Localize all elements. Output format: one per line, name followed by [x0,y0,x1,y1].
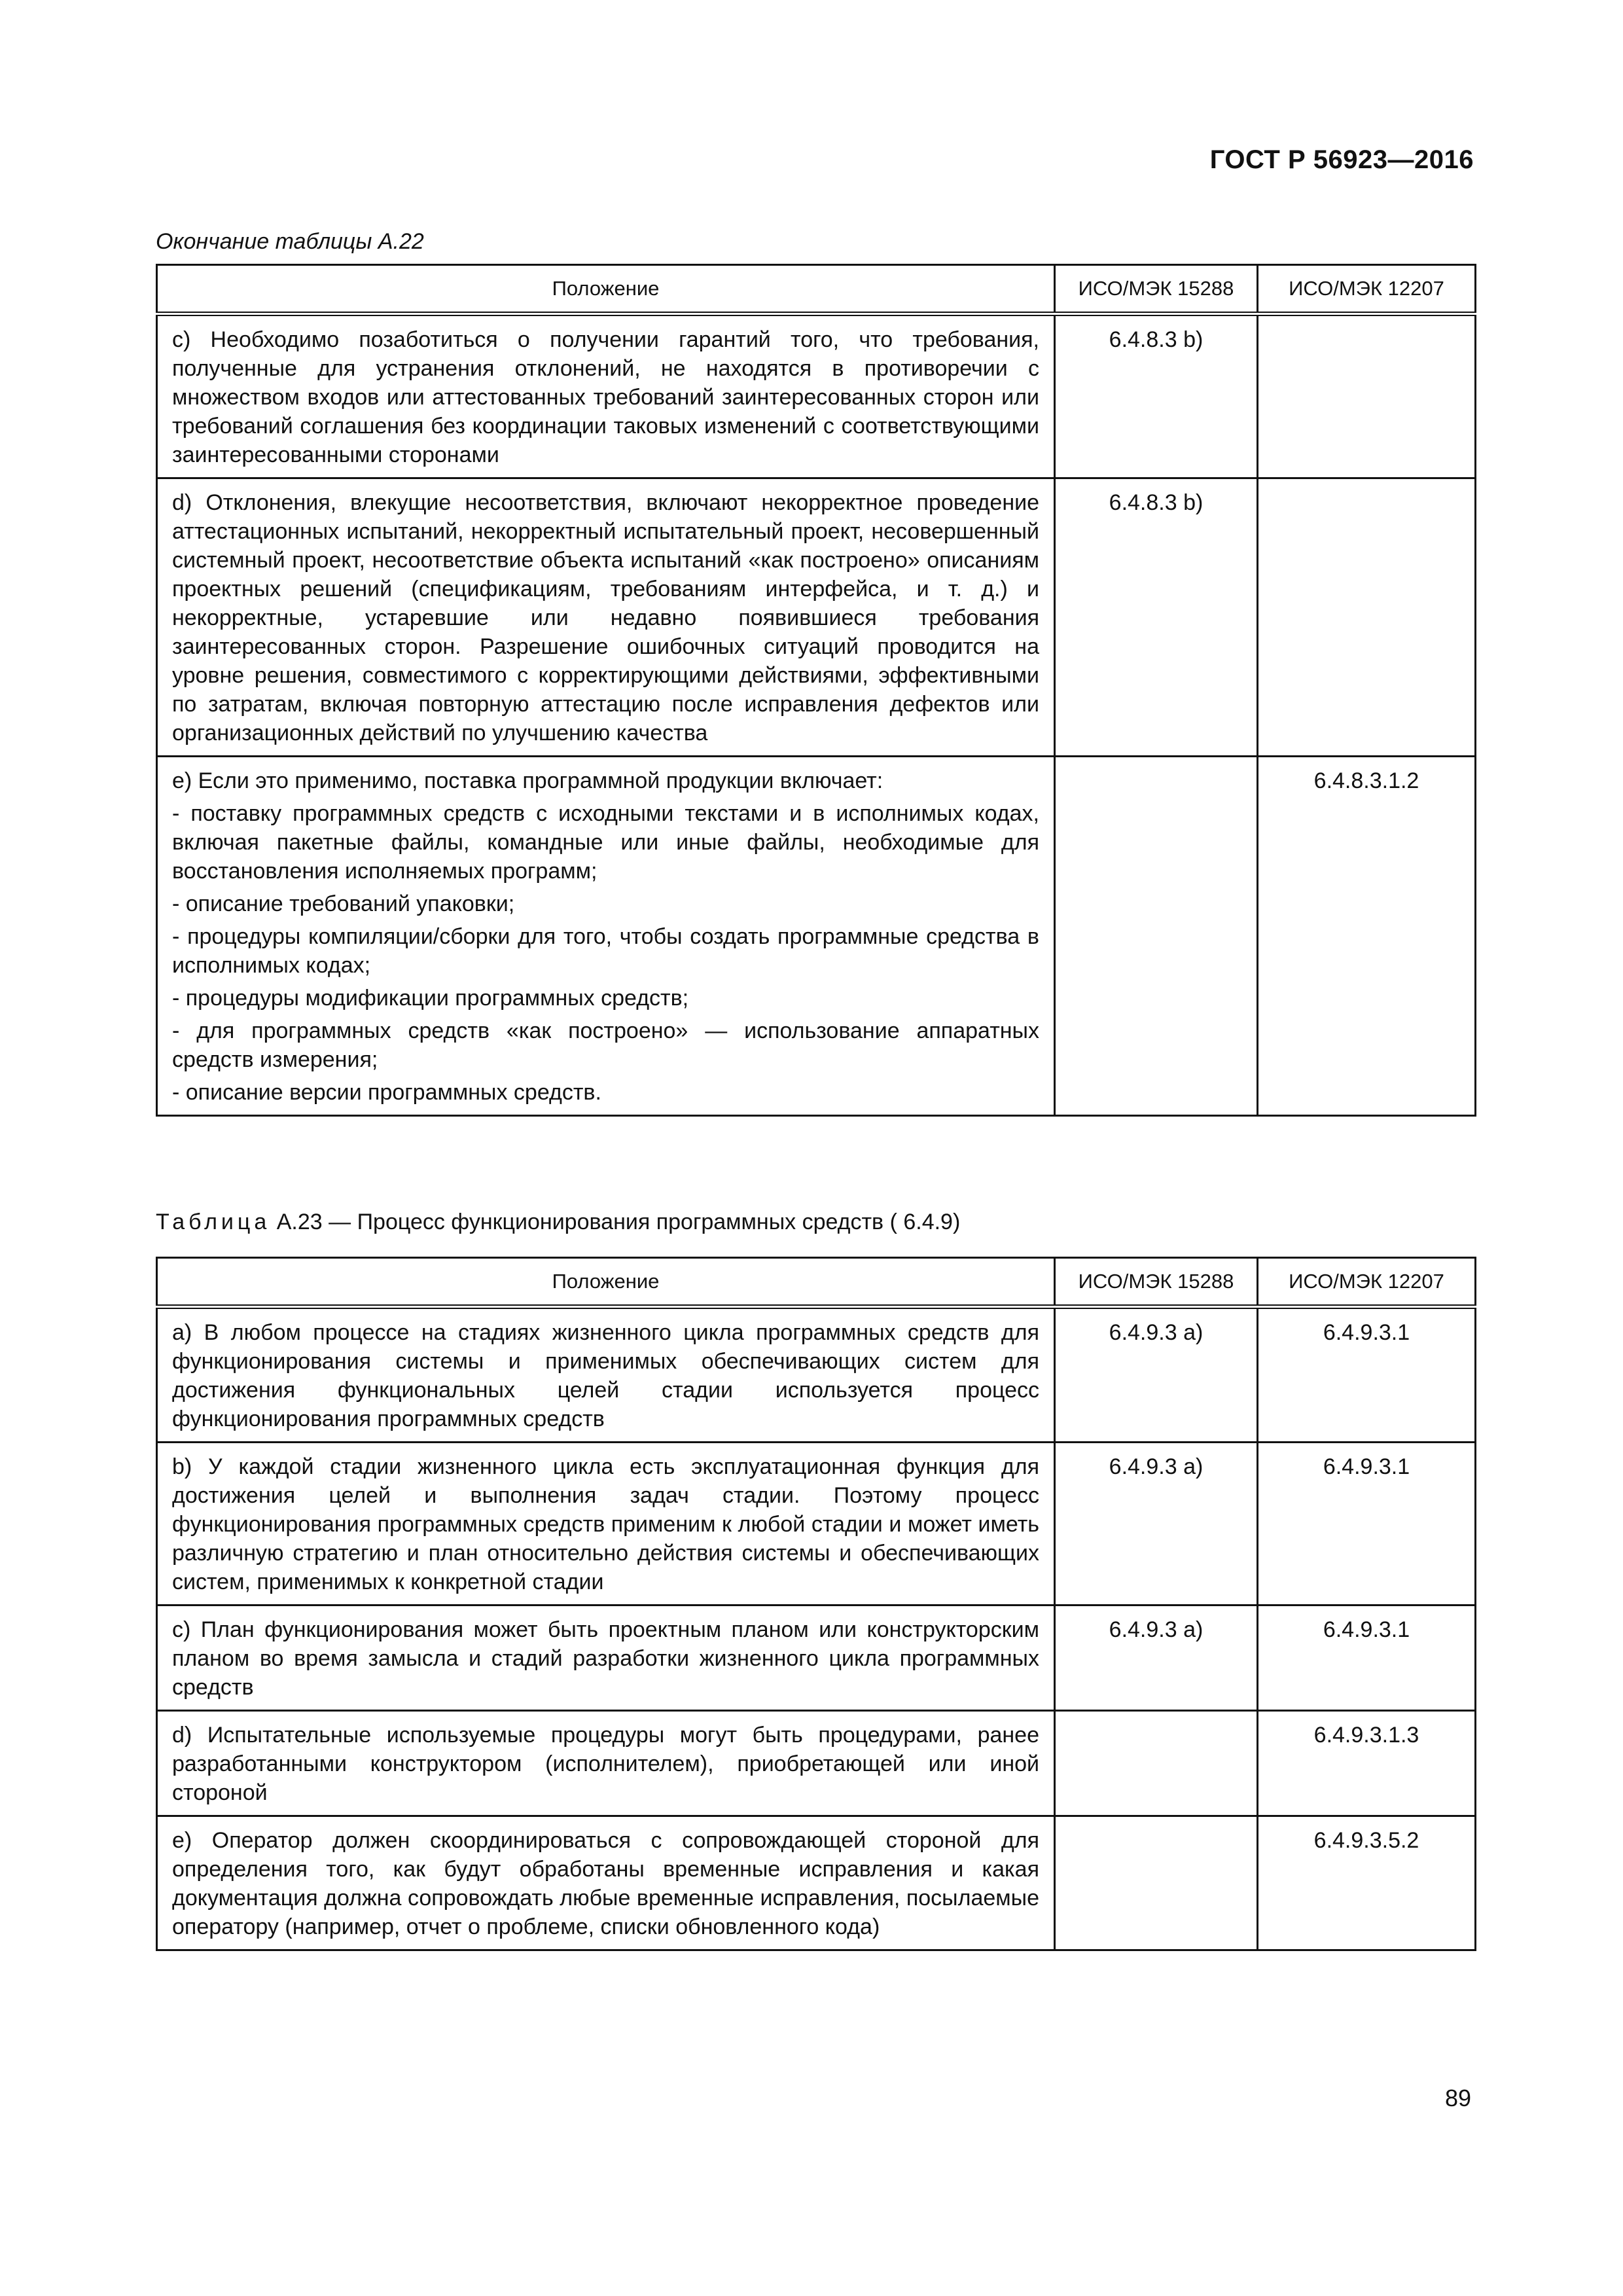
table-row [157,478,1476,757]
table-row [157,314,1476,478]
table-a23-caption [156,1210,960,1235]
column-header-provision: Положение [157,1258,1055,1307]
iso12207-ref: 6.4.9.3.5.2 [1258,1816,1476,1950]
provision-cell [157,1711,1055,1816]
iso12207-ref: 6.4.9.3.1 [1258,1605,1476,1711]
list-item: - описание требований упаковки; [172,891,515,916]
table-word: Таблица [156,1210,271,1234]
table-a22 [156,264,1476,1117]
iso12207-ref: 6.4.9.3.1 [1258,1307,1476,1443]
table-a23 [156,1257,1476,1951]
iso15288-ref [1055,1816,1258,1950]
iso15288-ref: 6.4.9.3 a) [1055,1443,1258,1605]
table-row [157,757,1476,1116]
iso12207-ref: 6.4.9.3.1 [1258,1443,1476,1605]
table-header-row [157,1258,1476,1307]
provision-cell [157,1605,1055,1711]
column-header-iso12207: ИСО/МЭК 12207 [1258,1258,1476,1307]
iso12207-ref [1258,478,1476,757]
iso12207-ref: 6.4.9.3.1.3 [1258,1711,1476,1816]
provision-text: e) Оператор должен скоординироваться с сопровождающей стороной для определения того, как будут обработаны временные исправления и какая документация должна сопровождать любые временные исправления, посылаемые оператору (например, отчет о проблеме, списки обновленного кода) [172,1828,1039,1939]
iso15288-ref [1055,757,1258,1116]
list-item: - описание версии программных средств. [172,1080,601,1105]
iso15288-ref: 6.4.8.3 b) [1055,478,1258,757]
provision-text: d) Отклонения, влекущие несоответствия, включают некорректное проведение аттестационных испытаний, некорректный испытательный проект, несовершенный системный проект, несоответствие объекта испытаний «как построено» описаниям проектных решений (спецификациям, требованиям интерфейса, и т. д.) и некорректные, устаревшие или недавно появившиеся требования заинтересованных сторон. Разрешение ошибочных ситуаций проводится на уровне решения, совместимого с корректирующими действиями, эффективными по затратам, включая повторную аттестацию после исправления дефектов или организационных действий по улучшению качества [172,490,1039,745]
iso15288-ref: 6.4.9.3 a) [1055,1307,1258,1443]
provision-cell [157,757,1055,1116]
iso12207-ref [1258,314,1476,478]
table-header-row [157,265,1476,314]
provision-cell [157,1307,1055,1443]
provision-cell [157,1816,1055,1950]
table-row [157,1816,1476,1950]
document-code: ГОСТ Р 56923—2016 [1209,145,1474,174]
table-row [157,1307,1476,1443]
column-header-iso15288: ИСО/МЭК 15288 [1055,265,1258,314]
provision-text: b) У каждой стадии жизненного цикла есть эксплуатационная функция для достижения целей и выполнения задач стадии. Поэтому процесс функционирования программных средств применим к любой стадии и может иметь различную стратегию и план относительно действия системы и обеспечивающих систем, применимых к конкретной стадии [172,1454,1039,1594]
iso15288-ref: 6.4.9.3 a) [1055,1605,1258,1711]
column-header-provision: Положение [157,265,1055,314]
provision-text: d) Испытательные используемые процедуры могут быть процедурами, ранее разработанными конструктором (исполнителем), приобретающей или иной стороной [172,1723,1039,1805]
page-number: 89 [1444,2085,1471,2111]
provision-text: a) В любом процессе на стадиях жизненного цикла программных средств для функционирования системы и применимых обеспечивающих систем для достижения функциональных целей стадии используется процесс функционирования программных средств [172,1320,1039,1431]
list-item: - поставку программных средств с исходными текстами и в исполнимых кодах, включая пакетные файлы, командные или иные файлы, необходимые для восстановления исполняемых программ; [172,801,1039,884]
table-row [157,1605,1476,1711]
provision-cell [157,478,1055,757]
table-a23-title: А.23 — Процесс функционирования программных средств ( 6.4.9) [270,1210,961,1234]
iso15288-ref [1055,1711,1258,1816]
provision-cell [157,1443,1055,1605]
provision-cell [157,314,1055,478]
list-item: - процедуры модификации программных средств; [172,986,689,1011]
column-header-iso15288: ИСО/МЭК 15288 [1055,1258,1258,1307]
list-item: - процедуры компиляции/сборки для того, чтобы создать программные средства в исполнимых кодах; [172,924,1039,978]
iso15288-ref: 6.4.8.3 b) [1055,314,1258,478]
provision-text: c) Необходимо позаботиться о получении гарантий того, что требования, полученные для устранения отклонений, не находятся в противоречии с множеством входов или аттестованных требований заинтересованных сторон или требований соглашения без координации таковых изменений с соответствующими заинтересованными сторонами [172,327,1039,467]
iso12207-ref: 6.4.8.3.1.2 [1258,757,1476,1116]
table-row [157,1443,1476,1605]
provision-text: c) План функционирования может быть проектным планом или конструкторским планом во время замысла и стадий разработки жизненного цикла программных средств [172,1617,1039,1700]
table-a22-caption: Окончание таблицы А.22 [156,229,424,254]
provision-text: e) Если это применимо, поставка программной продукции включает: [172,768,883,793]
column-header-iso12207: ИСО/МЭК 12207 [1258,265,1476,314]
table-row [157,1711,1476,1816]
list-item: - для программных средств «как построено» — использование аппаратных средств измерения; [172,1018,1039,1072]
